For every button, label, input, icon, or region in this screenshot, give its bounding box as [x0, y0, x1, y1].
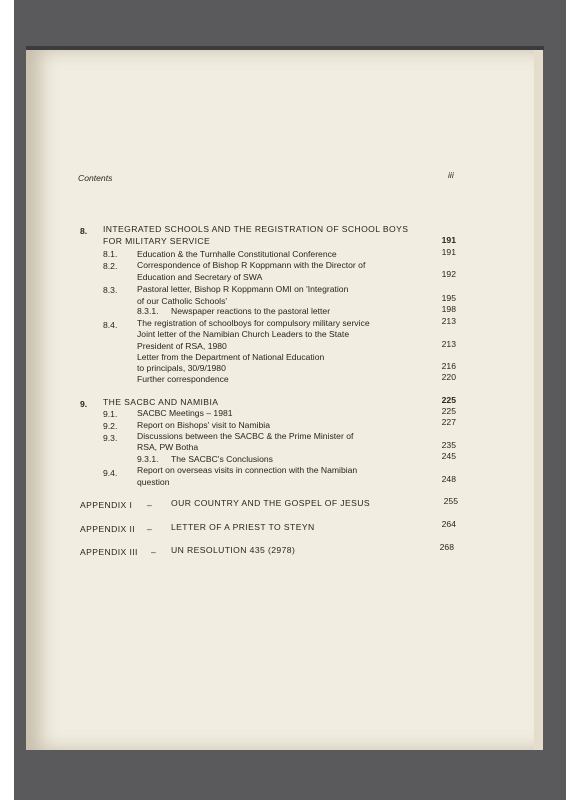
section-page: 225	[441, 395, 456, 405]
appendix-dash: –	[151, 547, 156, 557]
entry-text: Education and Secretary of SWA	[137, 272, 263, 282]
appendix-page: 255	[443, 496, 458, 506]
appendix-label: APPENDIX III	[80, 547, 138, 557]
entry-text: President of RSA, 1980	[137, 341, 227, 351]
entry-page: 198	[441, 304, 456, 314]
entry-text: to principals, 30/9/1980	[137, 363, 226, 373]
entry-text: of our Catholic Schools'	[137, 296, 228, 306]
entry-number: 9.1.	[103, 409, 118, 419]
entry-text: question	[137, 477, 170, 487]
entry-text: Report on overseas visits in connection with the Namibian	[137, 465, 358, 475]
entry-text: Letter from the Department of National Education	[137, 352, 325, 362]
appendix-label: APPENDIX II	[80, 524, 136, 534]
entry-number: 8.3.1.	[137, 306, 159, 316]
entry-text: Discussions between the SACBC & the Prime Minister of	[137, 431, 354, 441]
entry-text: RSA, PW Botha	[137, 442, 199, 452]
section-title-cont: FOR MILITARY SERVICE	[103, 236, 211, 246]
appendix-page: 264	[441, 519, 456, 529]
entry-text: Joint letter of the Namibian Church Leaders to the State	[137, 329, 350, 339]
running-header: Contents	[78, 173, 113, 183]
entry-number: 8.2.	[103, 261, 118, 271]
entry-page: 213	[441, 339, 456, 349]
entry-page: 248	[441, 474, 456, 484]
section-number: 8.	[80, 226, 88, 236]
entry-number: 8.3.	[103, 285, 118, 295]
entry-number: 9.3.1.	[137, 454, 159, 464]
entry-text: The registration of schoolboys for compulsory military service	[137, 318, 370, 328]
entry-page: 227	[441, 417, 456, 427]
section-title: THE SACBC AND NAMIBIA	[103, 397, 219, 407]
appendix-page: 268	[439, 542, 454, 552]
entry-text: SACBC Meetings – 1981	[137, 408, 233, 418]
entry-page: 195	[441, 293, 456, 303]
appendix-title: LETTER OF A PRIEST TO STEYN	[171, 522, 315, 532]
appendix-dash: –	[147, 524, 152, 534]
entry-number: 9.2.	[103, 421, 118, 431]
entry-number: 9.3.	[103, 433, 118, 443]
entry-text: Correspondence of Bishop R Koppmann with the Director of	[137, 260, 366, 270]
entry-number: 8.1.	[103, 249, 118, 259]
entry-text: The SACBC's Conclusions	[171, 454, 273, 464]
entry-text: Education & the Turnhalle Constitutional Conference	[137, 249, 337, 259]
entry-text: Report on Bishops' visit to Namibia	[137, 420, 270, 430]
entry-page: 235	[441, 440, 456, 450]
section-title: INTEGRATED SCHOOLS AND THE REGISTRATION OF SCHOOL BOYS	[103, 224, 409, 234]
entry-text: Pastoral letter, Bishop R Koppmann OMI on 'Integration	[137, 284, 349, 294]
entry-page: 213	[441, 316, 456, 326]
appendix-dash: –	[147, 500, 152, 510]
page-number-roman: iii	[448, 170, 454, 180]
page-edge	[534, 50, 543, 750]
appendix-title: UN RESOLUTION 435 (2978)	[171, 545, 296, 555]
entry-text: Further correspondence	[137, 374, 229, 384]
appendix-label: APPENDIX I	[80, 500, 133, 510]
entry-text: Newspaper reactions to the pastoral letter	[171, 306, 331, 316]
appendix-title: OUR COUNTRY AND THE GOSPEL OF JESUS	[171, 498, 370, 508]
entry-page: 245	[441, 451, 456, 461]
entry-number: 8.4.	[103, 320, 118, 330]
entry-page: 216	[441, 361, 456, 371]
entry-page: 191	[441, 247, 456, 257]
section-number: 9.	[80, 399, 88, 409]
entry-number: 9.4.	[103, 468, 118, 478]
entry-page: 220	[441, 372, 456, 382]
entry-page: 192	[441, 269, 456, 279]
entry-page: 225	[441, 406, 456, 416]
section-page: 191	[441, 235, 456, 245]
